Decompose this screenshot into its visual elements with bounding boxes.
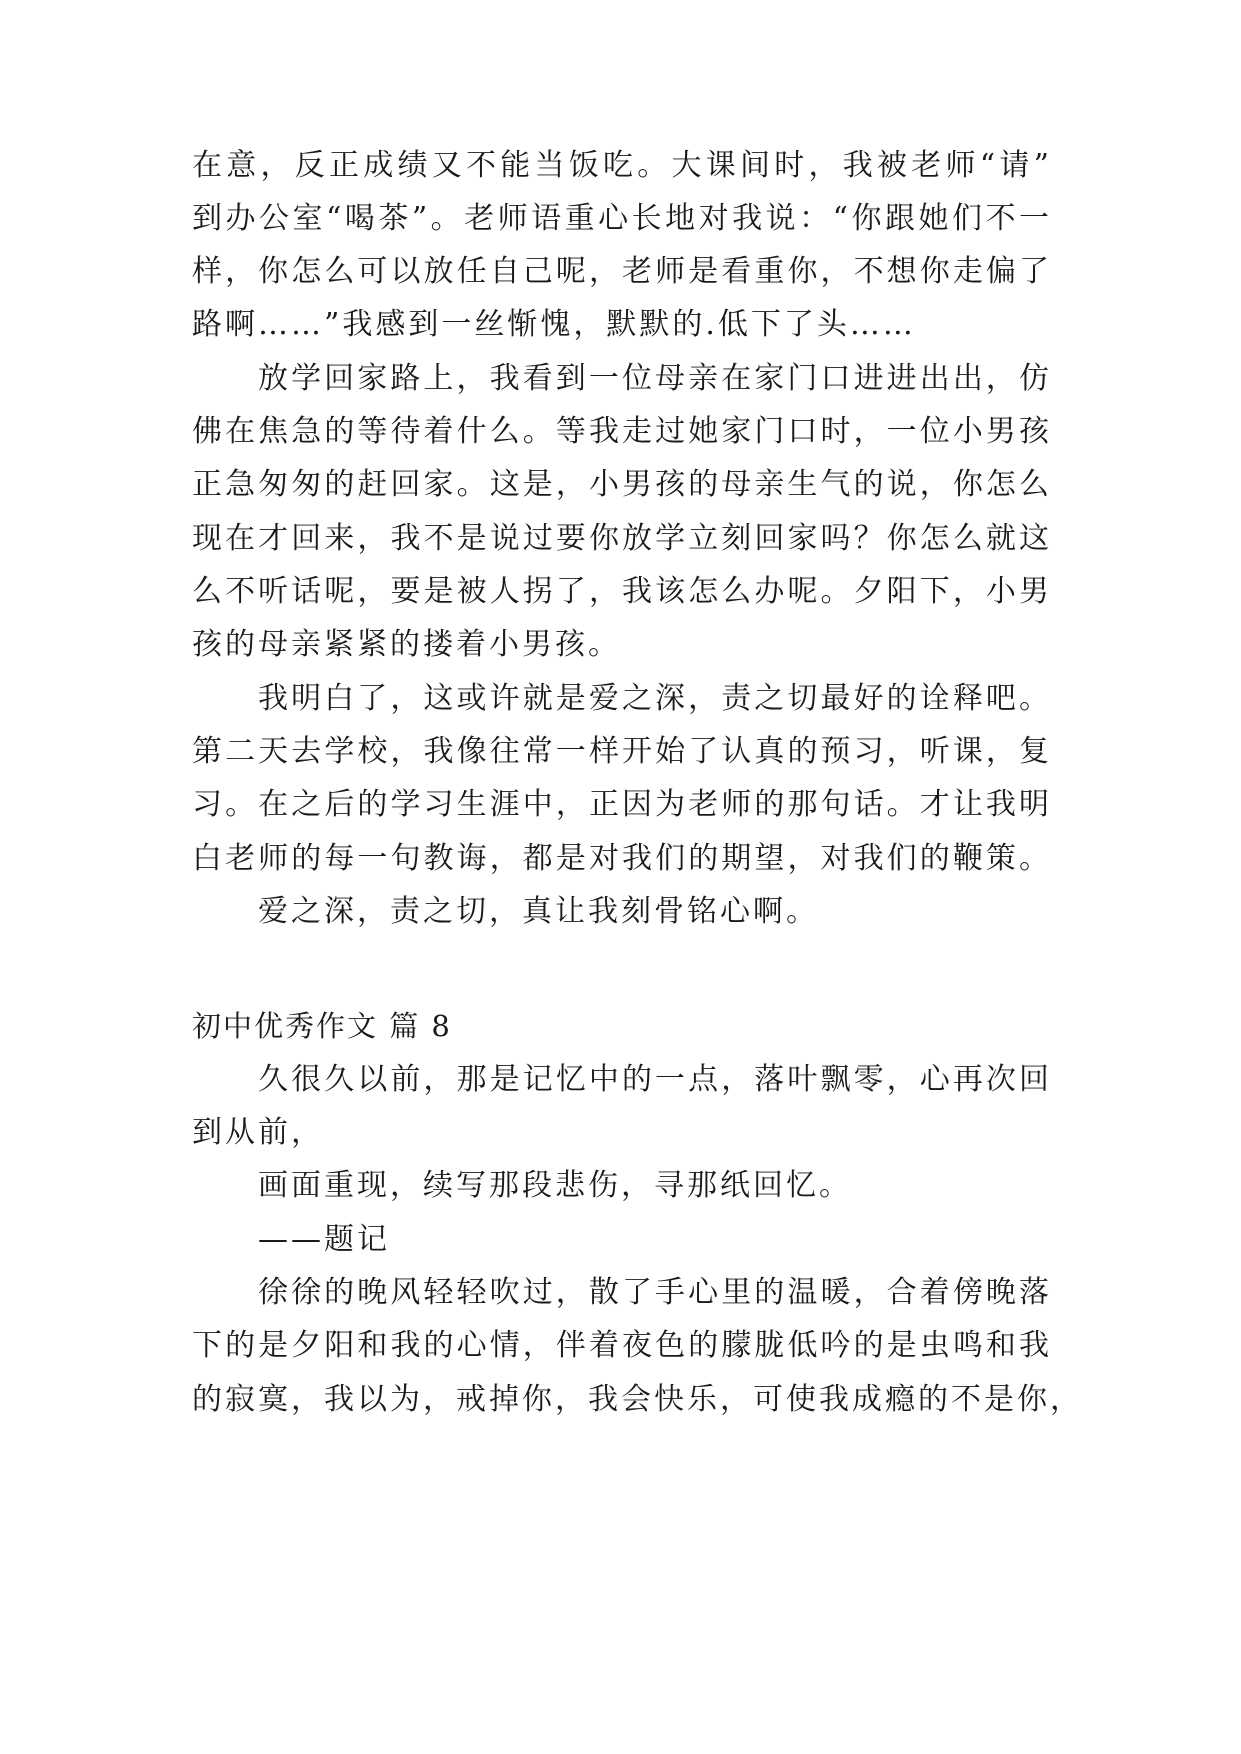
section-heading: 初中优秀作文 篇 8 xyxy=(192,1009,452,1043)
paragraph-line: 佛在焦急的等待着什么。等我走过她家门口时，一位小男孩 xyxy=(192,414,1052,449)
paragraph-line: 现在才回来，我不是说过要你放学立刻回家吗？你怎么就这 xyxy=(192,521,1052,556)
paragraph-line: 到从前， xyxy=(192,1115,324,1150)
paragraph-line: 白老师的每一句教诲，都是对我们的期望，对我们的鞭策。 xyxy=(192,841,1052,876)
paragraph-line: 下的是夕阳和我的心情，伴着夜色的朦胧低吟的是虫鸣和我 xyxy=(192,1328,1052,1363)
paragraph-first-line: 放学回家路上，我看到一位母亲在家门口进进出出，仿 xyxy=(258,361,1052,396)
paragraph-line: 样，你怎么可以放任自己呢，老师是看重你，不想你走偏了 xyxy=(192,254,1052,289)
paragraph-line: 在意，反正成绩又不能当饭吃。大课间时，我被老师“请” xyxy=(192,148,1052,183)
inscription-line: ——题记 xyxy=(258,1222,390,1257)
paragraph-first-line: 久很久以前，那是记忆中的一点，落叶飘零，心再次回 xyxy=(258,1062,1052,1097)
paragraph-first-line: 徐徐的晚风轻轻吹过，散了手心里的温暖，合着傍晚落 xyxy=(258,1275,1052,1310)
paragraph-line: 路啊……”我感到一丝惭愧，默默的.低下了头…… xyxy=(192,307,916,342)
paragraph-line: 的寂寞，我以为，戒掉你，我会快乐，可使我成瘾的不是你， xyxy=(192,1382,1083,1417)
paragraph-line: 习。在之后的学习生涯中，正因为老师的那句话。才让我明 xyxy=(192,787,1052,822)
paragraph-line: 么不听话呢，要是被人拐了，我该怎么办呢。夕阳下，小男 xyxy=(192,574,1052,609)
paragraph-line: 第二天去学校，我像往常一样开始了认真的预习，听课，复 xyxy=(192,734,1052,769)
paragraph-line: 正急匆匆的赶回家。这是，小男孩的母亲生气的说，你怎么 xyxy=(192,467,1052,502)
paragraph-first-line: 我明白了，这或许就是爱之深，责之切最好的诠释吧。 xyxy=(258,681,1052,716)
paragraph-first-line: 爱之深，责之切，真让我刻骨铭心啊。 xyxy=(258,894,819,929)
paragraph-first-line: 画面重现，续写那段悲伤，寻那纸回忆。 xyxy=(258,1168,852,1203)
paragraph-line: 到办公室“喝茶”。老师语重心长地对我说：“你跟她们不一 xyxy=(192,201,1052,236)
paragraph-line: 孩的母亲紧紧的搂着小男孩。 xyxy=(192,627,621,662)
